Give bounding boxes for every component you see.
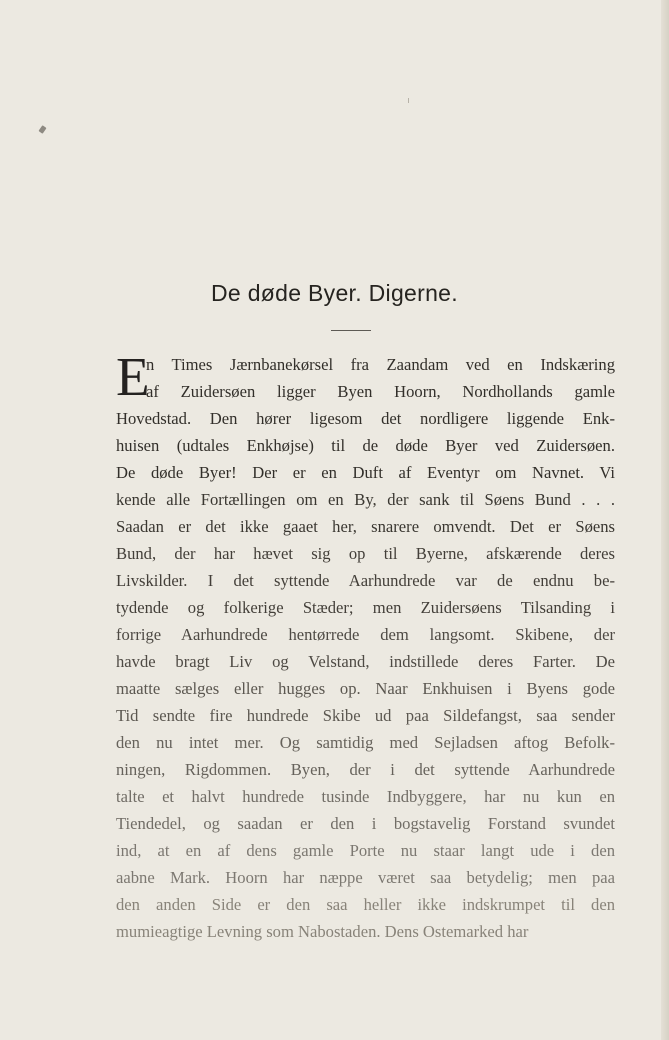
chapter-heading: De døde Byer. Digerne. — [211, 280, 458, 306]
text-line: n Times Jærnbanekørsel fra Zaandam ved en Indskæring — [146, 355, 615, 374]
text-line: Tiendedel, og saadan er den i bogstavelig Forstand svundet — [116, 814, 615, 833]
text-line: Saadan er det ikke gaaet her, snarere omvendt. Det er Søens — [116, 517, 615, 536]
text-line: aabne Mark. Hoorn har næppe været saa betydelig; men paa — [116, 868, 615, 887]
text-line: talte et halvt hundrede tusinde Indbyggere, har nu kun en — [116, 787, 615, 806]
text-line: ind, at en af dens gamle Porte nu staar langt ude i den — [116, 841, 615, 860]
text-line: huisen (udtales Enkhøjse) til de døde Byer ved Zuidersøen. — [116, 436, 615, 455]
text-line: De døde Byer! Der er en Duft af Eventyr om Navnet. Vi — [116, 463, 615, 482]
text-line: havde bragt Liv og Velstand, indstillede deres Farter. De — [116, 652, 615, 671]
text-line: tydende og folkerige Stæder; men Zuidersøens Tilsanding i — [116, 598, 615, 617]
text-line: Hovedstad. Den hører ligesom det nordligere liggende Enk- — [116, 409, 615, 428]
ink-speck — [408, 98, 409, 103]
text-line: den anden Side er den saa heller ikke indskrumpet til den — [116, 895, 615, 914]
text-line: mumieagtige Levning som Nabostaden. Dens Ostemarked har — [116, 922, 529, 941]
text-line: maatte sælges eller hugges op. Naar Enkhuisen i Byens gode — [116, 679, 615, 698]
text-line: kende alle Fortællingen om en By, der sank til Søens Bund . . . — [116, 490, 615, 509]
text-line: forrige Aarhundrede hentørrede dem langsomt. Skibene, der — [116, 625, 615, 644]
text-line: Bund, der har hævet sig op til Byerne, afskærende deres — [116, 544, 615, 563]
page-edge — [661, 0, 669, 1040]
text-line: Tid sendte fire hundrede Skibe ud paa Sildefangst, saa sender — [116, 706, 615, 725]
text-line: Livskilder. I det syttende Aarhundrede var de endnu be- — [116, 571, 615, 590]
text-line: den nu intet mer. Og samtidig med Sejladsen aftog Befolk- — [116, 733, 615, 752]
text-line: ningen, Rigdommen. Byen, der i det syttende Aarhundrede — [116, 760, 615, 779]
ink-mark — [38, 125, 46, 134]
heading-rule — [331, 330, 371, 331]
body-text — [116, 346, 615, 945]
drop-cap: E — [116, 346, 150, 407]
text-line: af Zuidersøen ligger Byen Hoorn, Nordhollands gamle — [146, 382, 615, 401]
